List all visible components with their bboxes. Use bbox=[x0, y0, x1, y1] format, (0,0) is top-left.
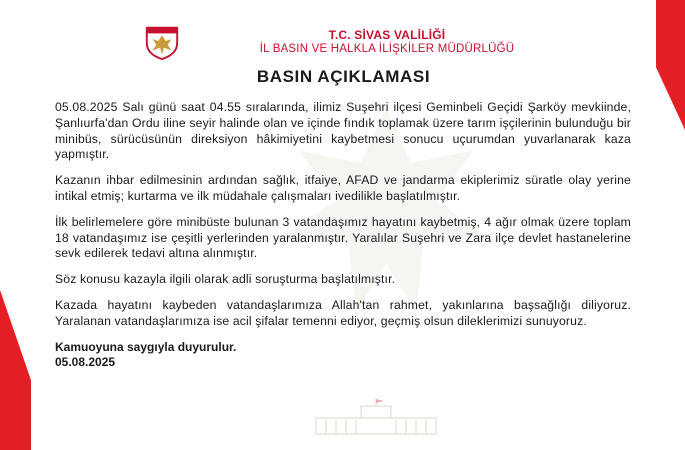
paragraph-3: İlk belirlemelere göre minibüste bulunan 3 vatandaşımız hayatını kaybetmiş, 4 ağır olmak üzere toplam 18 vatandaşımız ise çeşitli yerlerinden yaralanmıştır. Yaralılar Suşehri ve Zara ilçe devlet hastanelerine sevk edilerek tedavi altına alınmıştır. bbox=[55, 214, 631, 261]
department-name: İL BASIN VE HALKLA İLİŞKİLER MÜDÜRLÜĞÜ bbox=[259, 43, 515, 55]
closing-date: 05.08.2025 bbox=[55, 354, 116, 369]
paragraph-2: Kazanın ihbar edilmesinin ardından sağlık, itfaiye, AFAD ve jandarma ekiplerimiz süratle olay yerine intikal etmiş; kurtarma ve ilk müdahale çalışmaları ivedilikle başlatılmıştır. bbox=[55, 173, 631, 203]
document-title: BASIN AÇIKLAMASI bbox=[256, 67, 431, 86]
paragraph-5: Kazada hayatını kaybeden vatandaşlarımıza Allah'tan rahmet, yakınlarına başsağlığı diliyoruz. Yaralanan vatandaşlarımıza ise acil şifalar temenni ediyor, geçmiş olsun dileklerimizi sunuyoruz. bbox=[55, 297, 631, 328]
paragraph-1: 05.08.2025 Salı günü saat 04.55 sıralarında, ilimiz Suşehri ilçesi Geminbeli Geçidi Şarköy mevkiinde, Şanlıurfa'dan Ordu iline seyir halinde olan ve içinde fındık toplamak üzere tarım işçilerinin bulunduğu bir minibüs, sürücüsünün direksiyon hâkimiyetini kaybetmesi sonucu uçurumdan yuvarlanarak kaza yapmıştır. bbox=[55, 100, 631, 162]
paragraph-4: Söz konusu kazayla ilgili olarak adli soruşturma başlatılmıştır. bbox=[55, 272, 396, 287]
sivas-valiligi-logo-icon bbox=[143, 22, 181, 60]
closing-line: Kamuoyuna saygıyla duyurulur. bbox=[55, 339, 237, 354]
letterhead-text bbox=[217, 28, 557, 56]
letterhead bbox=[31, 0, 656, 70]
document-body bbox=[55, 100, 631, 370]
press-release-page bbox=[31, 0, 656, 450]
government-building-icon bbox=[306, 398, 446, 436]
institution-name: T.C. SİVAS VALİLİĞİ bbox=[328, 28, 446, 42]
